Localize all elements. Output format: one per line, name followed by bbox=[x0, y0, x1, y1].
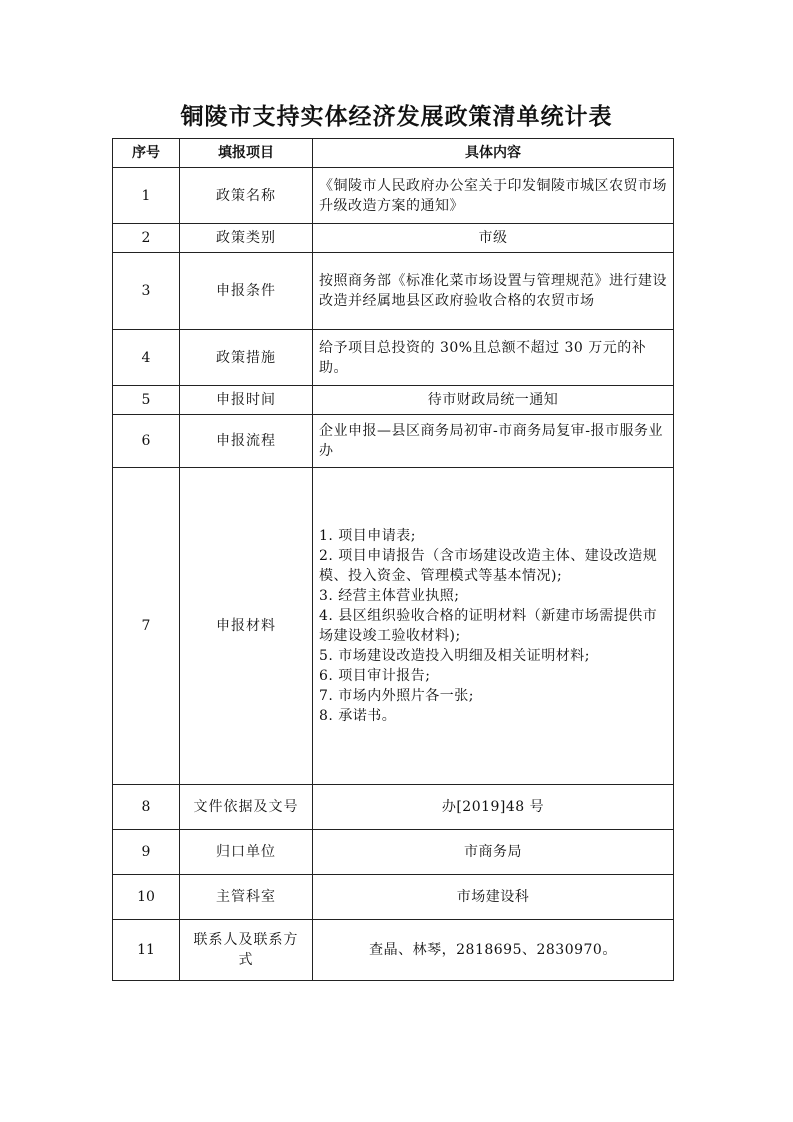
table-row bbox=[113, 468, 674, 785]
row-content: 市级 bbox=[313, 224, 674, 253]
material-item: 1. 项目申请表; bbox=[319, 528, 417, 544]
row-number: 8 bbox=[113, 785, 180, 830]
header-num: 序号 bbox=[113, 139, 180, 168]
row-content: 企业申报—县区商务局初审-市商务局复审-报市服务业办 bbox=[313, 415, 674, 468]
row-number: 5 bbox=[113, 386, 180, 415]
header-content: 具体内容 bbox=[313, 139, 674, 168]
table-row bbox=[113, 253, 674, 330]
table-row bbox=[113, 920, 674, 981]
table-row bbox=[113, 875, 674, 920]
material-item: 7. 市场内外照片各一张; bbox=[319, 688, 475, 704]
table-row bbox=[113, 415, 674, 468]
table-row bbox=[113, 168, 674, 224]
header-field: 填报项目 bbox=[180, 139, 313, 168]
row-field: 申报时间 bbox=[180, 386, 313, 415]
row-field: 政策名称 bbox=[180, 168, 313, 224]
table-header-row bbox=[113, 139, 674, 168]
row-content-materials bbox=[313, 468, 674, 785]
table-row bbox=[113, 830, 674, 875]
material-item: 6. 项目审计报告; bbox=[319, 668, 431, 684]
row-number: 2 bbox=[113, 224, 180, 253]
row-number: 6 bbox=[113, 415, 180, 468]
row-content: 市商务局 bbox=[313, 830, 674, 875]
row-field: 主管科室 bbox=[180, 875, 313, 920]
material-item: 2. 项目申请报告（含市场建设改造主体、建设改造规模、投入资金、管理模式等基本情况); bbox=[319, 548, 658, 584]
row-field: 归口单位 bbox=[180, 830, 313, 875]
row-content: 给予项目总投资的 30%且总额不超过 30 万元的补助。 bbox=[313, 330, 674, 386]
material-item: 8. 承诺书。 bbox=[319, 708, 397, 724]
row-field: 申报条件 bbox=[180, 253, 313, 330]
material-item: 5. 市场建设改造投入明细及相关证明材料; bbox=[319, 648, 591, 664]
row-content: 查晶、林琴，2818695、2830970。 bbox=[313, 920, 674, 981]
row-content: 按照商务部《标准化菜市场设置与管理规范》进行建设改造并经属地县区政府验收合格的农贸市场 bbox=[313, 253, 674, 330]
row-content: 待市财政局统一通知 bbox=[313, 386, 674, 415]
material-item: 4. 县区组织验收合格的证明材料（新建市场需提供市场建设竣工验收材料); bbox=[319, 608, 658, 644]
row-field: 文件依据及文号 bbox=[180, 785, 313, 830]
row-field: 申报流程 bbox=[180, 415, 313, 468]
row-number: 7 bbox=[113, 468, 180, 785]
table-row bbox=[113, 224, 674, 253]
row-number: 3 bbox=[113, 253, 180, 330]
row-number: 11 bbox=[113, 920, 180, 981]
page-title: 铜陵市支持实体经济发展政策清单统计表 bbox=[180, 103, 613, 130]
table-row bbox=[113, 386, 674, 415]
table-row bbox=[113, 330, 674, 386]
row-number: 10 bbox=[113, 875, 180, 920]
row-content: 市场建设科 bbox=[313, 875, 674, 920]
row-content: 办[2019]48 号 bbox=[313, 785, 674, 830]
row-number: 1 bbox=[113, 168, 180, 224]
table-row bbox=[113, 785, 674, 830]
row-field: 政策类别 bbox=[180, 224, 313, 253]
row-content: 《铜陵市人民政府办公室关于印发铜陵市城区农贸市场升级改造方案的通知》 bbox=[313, 168, 674, 224]
material-item: 3. 经营主体营业执照; bbox=[319, 588, 460, 604]
row-number: 4 bbox=[113, 330, 180, 386]
row-number: 9 bbox=[113, 830, 180, 875]
row-field: 申报材料 bbox=[180, 468, 313, 785]
row-field: 政策措施 bbox=[180, 330, 313, 386]
policy-table bbox=[112, 138, 674, 981]
row-field: 联系人及联系方式 bbox=[180, 920, 313, 981]
